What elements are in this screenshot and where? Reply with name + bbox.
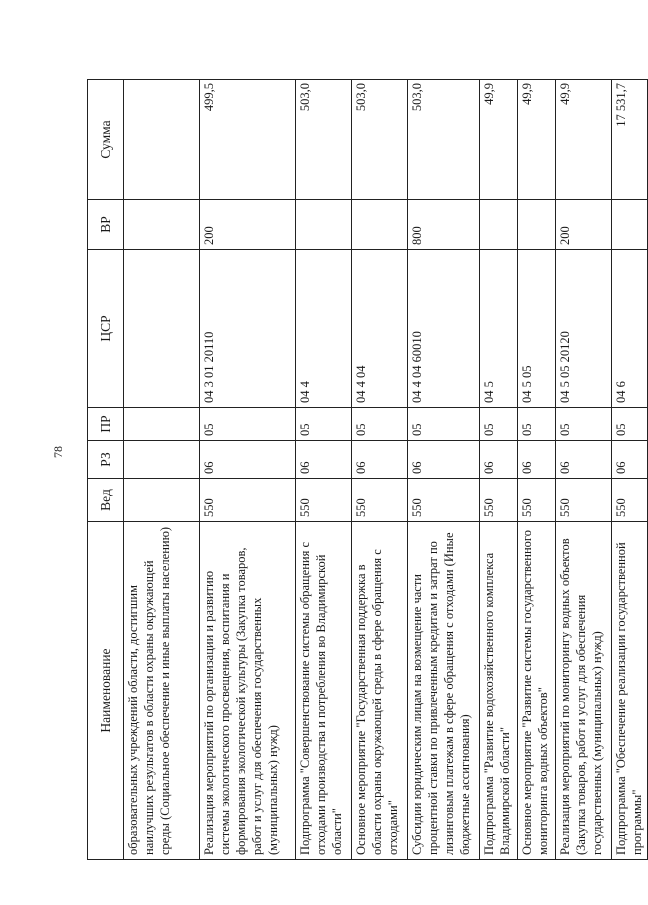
- cell-rz: 06: [352, 441, 408, 479]
- cell-pr: 05: [408, 408, 480, 441]
- budget-table: [87, 79, 648, 860]
- cell-sum: 503,0: [408, 80, 480, 200]
- cell-sum: 503,0: [296, 80, 352, 200]
- cell-ved: 550: [612, 479, 648, 522]
- cell-name: Реализация мероприятий по мониторингу водных объектов (Закупка товаров, работ и услуг для обеспечения государственных (муниципальных) нужд): [556, 522, 612, 860]
- cell-rz: 06: [556, 441, 612, 479]
- table-row: [518, 80, 556, 860]
- cell-ved: 550: [352, 479, 408, 522]
- cell-name: образовательных учреждений области, достигшим наилучших результатов в области охраны окружающей среды (Социальное обеспечение и иные выплаты населению): [124, 522, 200, 860]
- cell-sum: 499,5: [200, 80, 296, 200]
- cell-vr: [518, 200, 556, 250]
- table-row: [556, 80, 612, 860]
- cell-sum: [124, 80, 200, 200]
- header-vr: ВР: [88, 200, 124, 250]
- cell-rz: 06: [200, 441, 296, 479]
- header-row: [88, 80, 124, 860]
- cell-vr: [480, 200, 518, 250]
- cell-name: Реализация мероприятий по организации и развитию системы экологического просвещения, воспитания и формирования экологической культуры (Закупка товаров, работ и услуг для обеспечения государственных (муниципальных) нужд): [200, 522, 296, 860]
- cell-name: Подпрограмма "Обеспечение реализации государственной программы": [612, 522, 648, 860]
- cell-csr: 04 4 04: [352, 250, 408, 408]
- table-row: [352, 80, 408, 860]
- cell-rz: 06: [408, 441, 480, 479]
- cell-pr: 05: [296, 408, 352, 441]
- table-row: [296, 80, 352, 860]
- cell-rz: [124, 441, 200, 479]
- cell-sum: 49,9: [556, 80, 612, 200]
- cell-name: Подпрограмма "Совершенствование системы обращения с отходами производства и потребления во Владимирской области": [296, 522, 352, 860]
- table-row: [612, 80, 648, 860]
- cell-vr: 800: [408, 200, 480, 250]
- cell-vr: 200: [200, 200, 296, 250]
- cell-pr: 05: [518, 408, 556, 441]
- cell-csr: 04 5 05: [518, 250, 556, 408]
- cell-csr: 04 4: [296, 250, 352, 408]
- cell-ved: 550: [518, 479, 556, 522]
- cell-vr: [352, 200, 408, 250]
- header-pr: ПР: [88, 408, 124, 441]
- cell-ved: 550: [408, 479, 480, 522]
- cell-pr: 05: [200, 408, 296, 441]
- cell-pr: 05: [480, 408, 518, 441]
- cell-sum: 49,9: [518, 80, 556, 200]
- page-number: 78: [51, 446, 65, 458]
- header-name: Наименование: [88, 522, 124, 860]
- cell-vr: [124, 200, 200, 250]
- cell-csr: 04 3 01 20110: [200, 250, 296, 408]
- rotated-page-content: [87, 80, 644, 860]
- header-csr: ЦСР: [88, 250, 124, 408]
- cell-name: Субсидии юридическим лицам на возмещение части процентной ставки по привлеченным кредитам и затрат по лизинговым платежам в сфере обращения с отходами (Иные бюджетные ассигнования): [408, 522, 480, 860]
- cell-csr: 04 5: [480, 250, 518, 408]
- cell-sum: 49,9: [480, 80, 518, 200]
- table-row: [408, 80, 480, 860]
- cell-rz: 06: [296, 441, 352, 479]
- cell-ved: 550: [296, 479, 352, 522]
- cell-rz: 06: [518, 441, 556, 479]
- header-ved: Вед: [88, 479, 124, 522]
- cell-name: Подпрограмма "Развитие водохозяйственного комплекса Владимирской области": [480, 522, 518, 860]
- cell-ved: [124, 479, 200, 522]
- cell-pr: 05: [556, 408, 612, 441]
- cell-ved: 550: [200, 479, 296, 522]
- cell-csr: 04 6: [612, 250, 648, 408]
- cell-pr: 05: [612, 408, 648, 441]
- cell-csr: [124, 250, 200, 408]
- cell-rz: 06: [612, 441, 648, 479]
- cell-name: Основное мероприятие "Государственная поддержка в области охраны окружающей среды в сфере обращения с отходами": [352, 522, 408, 860]
- table-row: [200, 80, 296, 860]
- cell-name: Основное мероприятие "Развитие системы государственного мониторинга водных объектов": [518, 522, 556, 860]
- cell-ved: 550: [556, 479, 612, 522]
- cell-vr: 200: [556, 200, 612, 250]
- cell-vr: [612, 200, 648, 250]
- cell-pr: [124, 408, 200, 441]
- cell-rz: 06: [480, 441, 518, 479]
- cell-pr: 05: [352, 408, 408, 441]
- cell-sum: 503,0: [352, 80, 408, 200]
- table-row: [124, 80, 200, 860]
- header-sum: Сумма: [88, 80, 124, 200]
- cell-sum: 17 531,7: [612, 80, 648, 200]
- cell-ved: 550: [480, 479, 518, 522]
- cell-csr: 04 5 05 20120: [556, 250, 612, 408]
- header-rz: РЗ: [88, 441, 124, 479]
- cell-csr: 04 4 04 60010: [408, 250, 480, 408]
- table-row: [480, 80, 518, 860]
- cell-vr: [296, 200, 352, 250]
